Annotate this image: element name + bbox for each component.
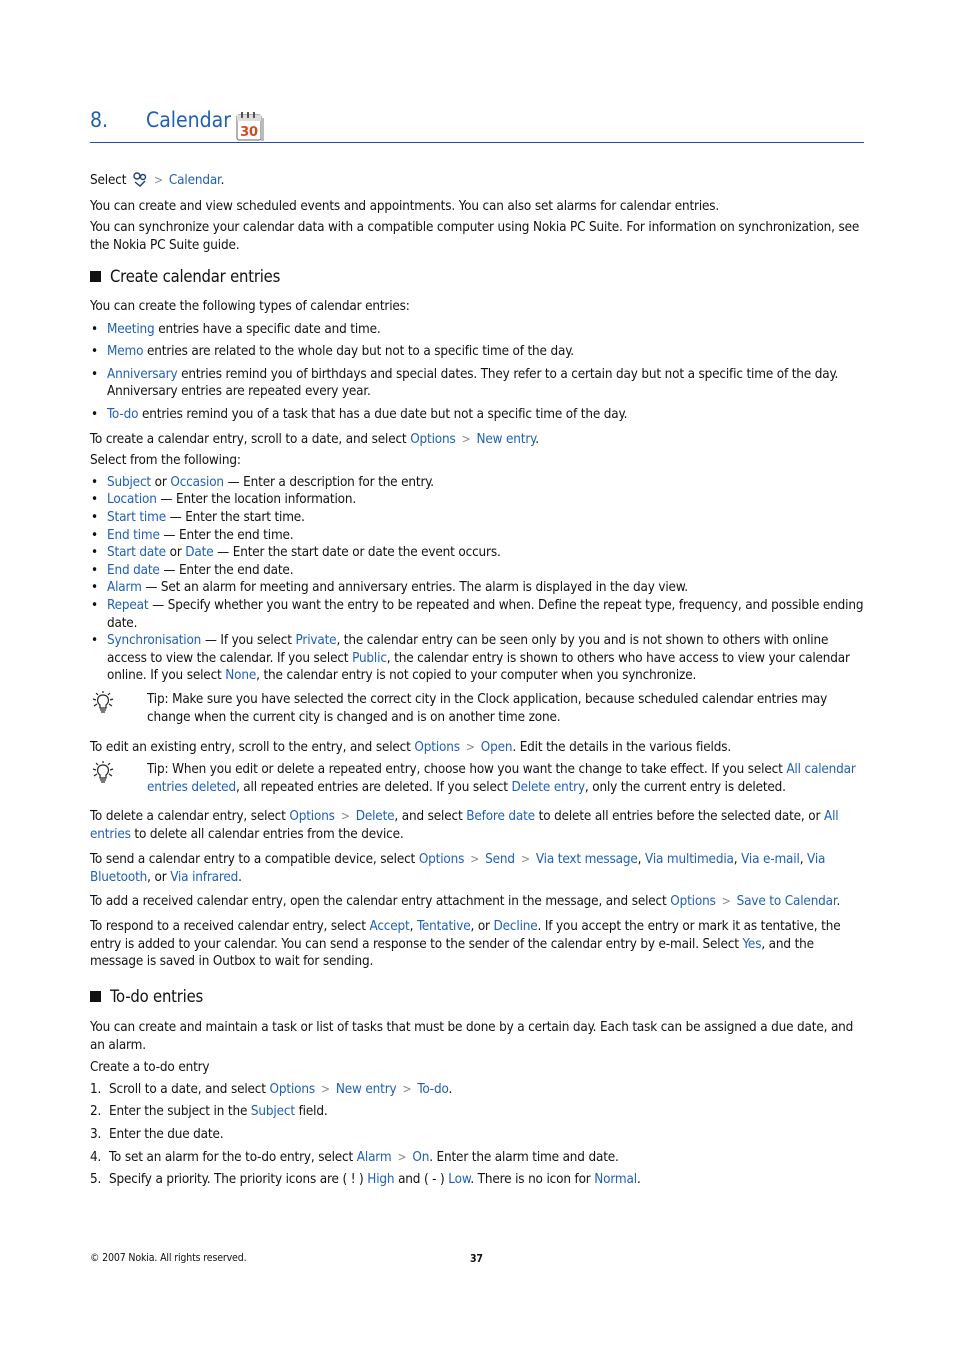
lightbulb-icon: [90, 691, 118, 721]
todo-steps: [90, 1081, 864, 1189]
add-paragraph: To add a received calendar entry, open the calendar entry attachment in the message, and select Options > Save to Calendar.: [90, 894, 841, 909]
edit-paragraph: To edit an existing entry, scroll to the entry, and select Options > Open. Edit the details in the various fields.: [90, 740, 731, 755]
todo-section: [90, 1019, 864, 1189]
location-link[interactable]: Location: [107, 492, 157, 508]
low-link[interactable]: Low: [448, 1172, 471, 1188]
accept-link[interactable]: Accept: [369, 919, 410, 934]
occasion-link[interactable]: Occasion: [170, 474, 224, 490]
intro-p1: You can create and view scheduled events and appointments. You can also set alarms for calendar entries.: [90, 198, 720, 214]
subject-link[interactable]: Subject: [107, 474, 151, 490]
via-bluetooth-link[interactable]: Via Bluetooth: [90, 852, 826, 885]
none-link[interactable]: None: [225, 668, 257, 684]
list-item: 4. To set an alarm for the to-do entry, select Alarm > On. Enter the alarm time and date.: [90, 1149, 619, 1165]
via-text-link[interactable]: Via text message: [535, 852, 638, 867]
list-item: • To-do entries remind you of a task that has a due date but not a specific time of the day.: [90, 406, 864, 424]
private-link[interactable]: Private: [295, 633, 337, 649]
list-item: 5. Specify a priority. The priority icons are ( ! ) High and ( - ) Low. There is no icon for Normal.: [90, 1172, 641, 1188]
create-howto: To create a calendar entry, scroll to a date, and select Options > New entry.: [90, 431, 539, 447]
list-item: • Synchronisation — If you select Private, the calendar entry can be seen only by you and is not shown to others with online access to view the calendar. If you select Public, the calendar entry is shown to others who have access to view your calendar online. If you select None, the calendar entry is not copied to your computer when you synchronize.: [90, 632, 864, 685]
list-item: • Location — Enter the location information.: [90, 491, 864, 509]
options-link[interactable]: Options: [414, 740, 460, 755]
alarm-link[interactable]: Alarm: [107, 580, 142, 596]
respond-paragraph: To respond to a received calendar entry, select Accept, Tentative, or Decline. If you accept the entry or mark it as tentative, the entry is added to your calendar. You can send a response to the sender of the calendar entry by e-mail. Select Yes, and the message is saved in Outbox to wait for sending.: [90, 919, 841, 970]
open-link[interactable]: Open: [480, 740, 513, 755]
all-entries-deleted-link[interactable]: All calendar entries deleted: [147, 762, 856, 795]
memo-link[interactable]: Memo: [107, 344, 144, 360]
decline-link[interactable]: Decline: [493, 919, 538, 934]
date-link[interactable]: Date: [185, 545, 214, 561]
chapter-number: 8.: [90, 108, 109, 132]
on-link[interactable]: On: [412, 1149, 430, 1165]
chapter-title: Calendar: [146, 108, 231, 132]
via-email-link[interactable]: Via e-mail: [741, 852, 800, 867]
intro-select: Select > Calendar.: [90, 171, 864, 193]
list-item: • Subject or Occasion — Enter a description for the entry.: [90, 474, 864, 492]
list-item: • Anniversary entries remind you of birthdays and special dates. They refer to a certain day but not a specific time of the day. Anniversary entries are repeated every year.: [90, 366, 864, 401]
svg-text:30: 30: [240, 125, 258, 140]
menu-icon: [132, 171, 148, 193]
list-item: 3. Enter the due date.: [90, 1126, 224, 1142]
todo-link[interactable]: To-do: [107, 406, 139, 422]
delete-entry-link[interactable]: Delete entry: [511, 779, 585, 795]
via-mms-link[interactable]: Via multimedia: [645, 852, 734, 867]
list-item: 1. Scroll to a date, and select Options > New entry > To-do.: [90, 1081, 453, 1097]
list-item: • Start time — Enter the start time.: [90, 509, 864, 527]
todo-lead: You can create and maintain a task or list of tasks that must be done by a certain day. Each task can be assigned a due date, and an alarm.: [90, 1020, 854, 1053]
list-item: • Start date or Date — Enter the start date or date the event occurs.: [90, 544, 864, 562]
normal-link[interactable]: Normal: [594, 1172, 637, 1188]
new-entry-link[interactable]: New entry: [476, 431, 536, 447]
heading-todo-entries: To-do entries: [90, 988, 203, 1006]
start-date-link[interactable]: Start date: [107, 545, 166, 561]
calendar-link[interactable]: Calendar: [168, 173, 221, 188]
send-link[interactable]: Send: [485, 852, 515, 867]
page-number: 37: [470, 1253, 483, 1265]
end-time-link[interactable]: End time: [107, 527, 160, 543]
meeting-link[interactable]: Meeting: [107, 321, 155, 337]
options-link[interactable]: Options: [418, 852, 465, 867]
create-section: [90, 298, 864, 685]
intro: [90, 171, 864, 254]
save-to-calendar-link[interactable]: Save to Calendar: [736, 894, 837, 909]
sync-link[interactable]: Synchronisation: [107, 633, 202, 649]
todo-subheading: Create a to-do entry: [90, 1060, 210, 1076]
tip-2-text: Tip: When you edit or delete a repeated entry, choose how you want the change to take effect. If you select All calendar entries deleted, all repeated entries are deleted. If you select Delete entry, only the current entry is deleted.: [147, 762, 856, 795]
options-link[interactable]: Options: [670, 894, 716, 909]
public-link[interactable]: Public: [352, 650, 387, 666]
new-entry-link[interactable]: New entry: [335, 1081, 397, 1097]
list-item: • Memo entries are related to the whole day but not to a specific time of the day.: [90, 343, 864, 361]
all-entries-link[interactable]: All entries: [90, 809, 839, 842]
before-date-link[interactable]: Before date: [466, 809, 535, 824]
list-item: • End time — Enter the end time.: [90, 527, 864, 545]
tip-box-1: [90, 691, 864, 726]
create-lead: You can create the following types of calendar entries:: [90, 299, 410, 314]
heading-create-entries: Create calendar entries: [90, 268, 280, 286]
tip-box-2: [90, 761, 864, 796]
list-item: • End date — Enter the end date.: [90, 562, 864, 580]
fields-list: [90, 474, 864, 685]
tentative-link[interactable]: Tentative: [416, 919, 471, 934]
entry-types-list: [90, 321, 864, 424]
tip-1-text: Tip: Make sure you have selected the correct city in the Clock application, because scheduled calendar entries may change when the current city is changed and is on another time zone.: [147, 692, 828, 725]
list-item: • Alarm — Set an alarm for meeting and anniversary entries. The alarm is displayed in the day view.: [90, 579, 864, 597]
repeat-link[interactable]: Repeat: [107, 597, 149, 613]
options-link[interactable]: Options: [410, 431, 456, 447]
alarm-link[interactable]: Alarm: [356, 1149, 392, 1165]
delete-link[interactable]: Delete: [355, 809, 395, 824]
subject-link[interactable]: Subject: [250, 1104, 295, 1120]
end-date-link[interactable]: End date: [107, 562, 160, 578]
select-following: Select from the following:: [90, 453, 241, 469]
yes-link[interactable]: Yes: [742, 936, 762, 952]
list-item: • Repeat — Specify whether you want the entry to be repeated and when. Define the repeat type, frequency, and possible ending date.: [90, 597, 864, 632]
list-item: • Meeting entries have a specific date and time.: [90, 321, 864, 339]
via-infrared-link[interactable]: Via infrared: [170, 869, 239, 885]
todo-link[interactable]: To-do: [417, 1081, 449, 1097]
chapter-heading: [90, 108, 864, 143]
start-time-link[interactable]: Start time: [107, 509, 166, 525]
anniversary-link[interactable]: Anniversary: [107, 366, 178, 382]
send-paragraph: To send a calendar entry to a compatible device, select Options > Send > Via text message, Via multimedia, Via e-mail, Via Bluetooth, or Via infrared.: [90, 852, 826, 885]
copyright: © 2007 Nokia. All rights reserved.: [90, 1252, 247, 1264]
intro-p2: You can synchronize your calendar data with a compatible computer using Nokia PC Suite. For information on synchronization, see the Nokia PC Suite guide.: [90, 220, 860, 253]
delete-paragraph: To delete a calendar entry, select Options > Delete, and select Before date to delete all entries before the selected date, or All entries to delete all calendar entries from the device.: [90, 809, 839, 842]
high-link[interactable]: High: [367, 1172, 395, 1188]
lightbulb-icon: [90, 761, 118, 791]
options-link[interactable]: Options: [289, 809, 335, 824]
options-link[interactable]: Options: [269, 1081, 315, 1097]
list-item: 2. Enter the subject in the Subject field.: [90, 1104, 328, 1120]
calendar-icon: [235, 110, 265, 148]
